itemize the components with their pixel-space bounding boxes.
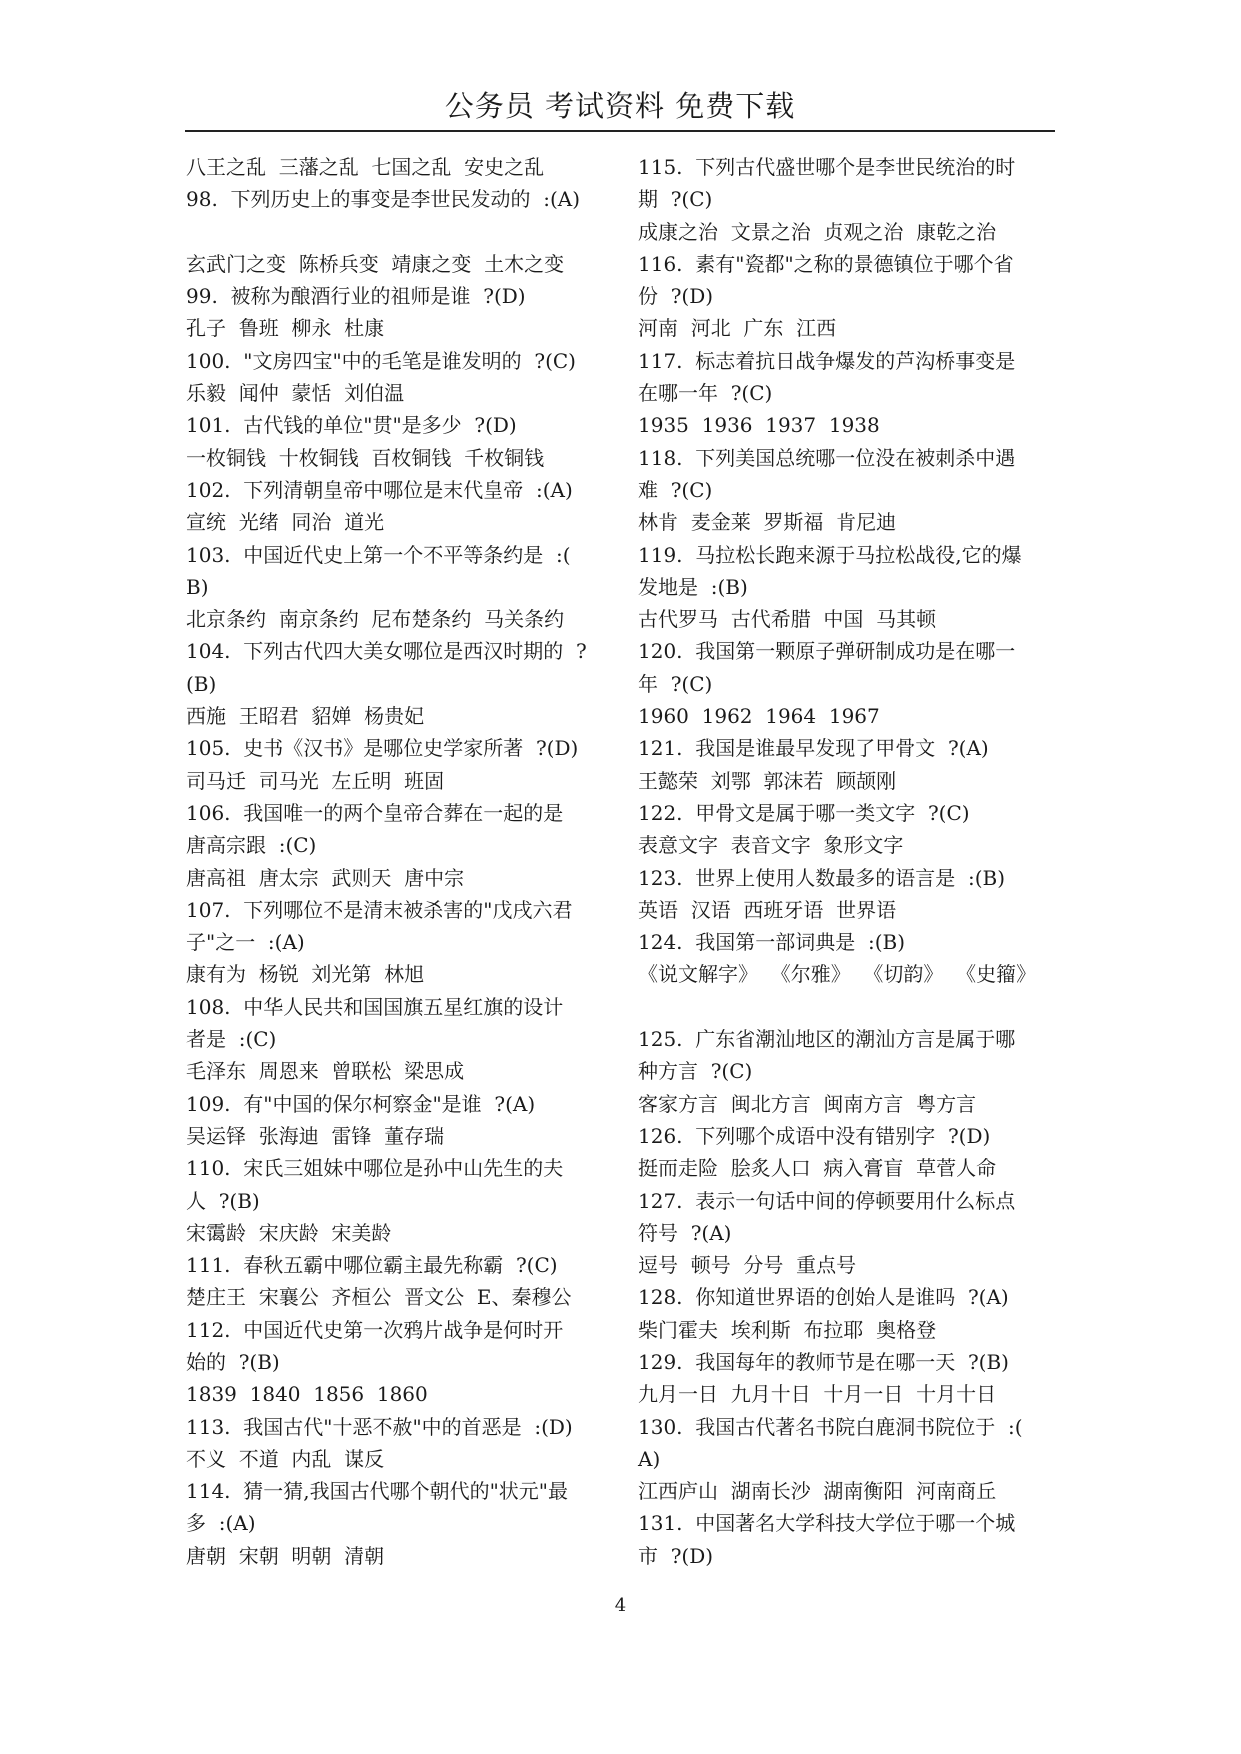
text-line: 1960 1962 1964 1967 xyxy=(638,704,880,729)
text-line: 99. 被称为酿酒行业的祖师是谁 ?(D) xyxy=(186,284,526,309)
text-line: 唐朝 宋朝 明朝 清朝 xyxy=(186,1543,385,1568)
header-divider xyxy=(185,130,1055,132)
text-line: 者是 :(C) xyxy=(186,1027,277,1052)
text-line: 113. 我国古代"十恶不赦"中的首恶是 :(D) xyxy=(186,1414,573,1439)
text-line: 109. 有"中国的保尔柯察金"是谁 ?(A) xyxy=(186,1091,536,1116)
text-line: 126. 下列哪个成语中没有错别字 ?(D) xyxy=(638,1123,991,1148)
text-line: 北京条约 南京条约 尼布楚条约 马关条约 xyxy=(186,607,565,632)
text-line: 种方言 ?(C) xyxy=(638,1059,753,1084)
text-line: 英语 汉语 西班牙语 世界语 xyxy=(638,897,897,922)
text-line: 100. "文房四宝"中的毛笔是谁发明的 ?(C) xyxy=(186,348,576,373)
left-column xyxy=(186,151,616,1572)
text-line: 102. 下列清朝皇帝中哪位是末代皇帝 :(A) xyxy=(186,477,573,502)
text-line: 111. 春秋五霸中哪位霸主最先称霸 ?(C) xyxy=(186,1253,558,1278)
text-line: 期 ?(C) xyxy=(638,187,713,212)
text-line: 楚庄王 宋襄公 齐桓公 晋文公 E、秦穆公 xyxy=(186,1285,572,1310)
text-line: 九月一日 九月十日 十月一日 十月十日 xyxy=(638,1382,997,1407)
text-line: 市 ?(D) xyxy=(638,1543,714,1568)
text-line: 101. 古代钱的单位"贯"是多少 ?(D) xyxy=(186,413,517,438)
text-line: 子"之一 :(A) xyxy=(186,930,305,955)
text-line: 125. 广东省潮汕地区的潮汕方言是属于哪 xyxy=(638,1027,1016,1052)
text-line: 108. 中华人民共和国国旗五星红旗的设计 xyxy=(186,994,564,1019)
text-line: 柴门霍夫 埃利斯 布拉耶 奥格登 xyxy=(638,1317,937,1342)
text-line: 118. 下列美国总统哪一位没在被刺杀中遇 xyxy=(638,445,1016,470)
text-line: 130. 我国古代著名书院白鹿洞书院位于 :( xyxy=(638,1414,1023,1439)
text-line: 表意文字 表音文字 象形文字 xyxy=(638,833,904,858)
text-line: 107. 下列哪位不是清末被杀害的"戊戌六君 xyxy=(186,897,573,922)
text-line: 110. 宋氏三姐妹中哪位是孙中山先生的夫 xyxy=(186,1156,564,1181)
text-line: 年 ?(C) xyxy=(638,671,713,696)
text-line: 一枚铜钱 十枚铜钱 百枚铜钱 千枚铜钱 xyxy=(186,445,545,470)
text-line: 124. 我国第一部词典是 :(B) xyxy=(638,930,906,955)
text-line: 毛泽东 周恩来 曾联松 梁思成 xyxy=(186,1059,465,1084)
text-line: 多 :(A) xyxy=(186,1511,256,1536)
text-line: 1839 1840 1856 1860 xyxy=(186,1382,428,1407)
text-line: 司马迁 司马光 左丘明 班固 xyxy=(186,768,445,793)
right-column xyxy=(638,151,1063,1572)
text-line: 古代罗马 古代希腊 中国 马其顿 xyxy=(638,607,937,632)
text-line: 103. 中国近代史上第一个不平等条约是 :( xyxy=(186,542,571,567)
text-line: 王懿荣 刘鄂 郭沫若 顾颉刚 xyxy=(638,768,897,793)
text-line: 符号 ?(A) xyxy=(638,1220,732,1245)
text-line xyxy=(638,991,1063,1023)
text-line: 始的 ?(B) xyxy=(186,1349,280,1374)
text-line: 131. 中国著名大学科技大学位于哪一个城 xyxy=(638,1511,1016,1536)
text-line: 不义 不道 内乱 谋反 xyxy=(186,1446,385,1471)
text-line: 吴运铎 张海迪 雷锋 董存瑞 xyxy=(186,1123,445,1148)
text-line: 127. 表示一句话中间的停顿要用什么标点 xyxy=(638,1188,1016,1213)
text-line: 人 ?(B) xyxy=(186,1188,260,1213)
text-line: 1935 1936 1937 1938 xyxy=(638,413,880,438)
text-line: 八王之乱 三藩之乱 七国之乱 安史之乱 xyxy=(186,155,545,179)
text-line: 宋霭龄 宋庆龄 宋美龄 xyxy=(186,1220,392,1245)
text-line: 成康之治 文景之治 贞观之治 康乾之治 xyxy=(638,219,997,244)
text-line: 份 ?(D) xyxy=(638,284,714,309)
text-line: 117. 标志着抗日战争爆发的芦沟桥事变是 xyxy=(638,348,1016,373)
text-line: 98. 下列历史上的事变是李世民发动的 :(A) xyxy=(186,187,581,212)
text-line: 河南 河北 广东 江西 xyxy=(638,316,837,341)
text-line: 难 ?(C) xyxy=(638,477,713,502)
text-line: B) xyxy=(186,574,209,599)
text-line: 唐高祖 唐太宗 武则天 唐中宗 xyxy=(186,865,465,890)
page-header-title: 公务员 考试资料 免费下载 xyxy=(444,89,796,123)
text-line: 112. 中国近代史第一次鸦片战争是何时开 xyxy=(186,1317,564,1342)
text-line: 江西庐山 湖南长沙 湖南衡阳 河南商丘 xyxy=(638,1479,997,1504)
text-line: 乐毅 闻仲 蒙恬 刘伯温 xyxy=(186,381,405,406)
text-line: 120. 我国第一颗原子弹研制成功是在哪一 xyxy=(638,639,1016,664)
text-line xyxy=(186,216,616,248)
text-line: 115. 下列古代盛世哪个是李世民统治的时 xyxy=(638,155,1016,179)
text-line: 宣统 光绪 同治 道光 xyxy=(186,510,385,535)
text-line: A) xyxy=(638,1446,661,1471)
page-number: 4 xyxy=(614,1595,627,1616)
text-line: 唐高宗跟 :(C) xyxy=(186,833,317,858)
text-line: 孔子 鲁班 柳永 杜康 xyxy=(186,316,385,341)
text-line: 康有为 杨锐 刘光第 林旭 xyxy=(186,962,425,987)
text-line: 林肯 麦金莱 罗斯福 肯尼迪 xyxy=(638,510,897,535)
text-line: 123. 世界上使用人数最多的语言是 :(B) xyxy=(638,865,1006,890)
text-line: 客家方言 闽北方言 闽南方言 粤方言 xyxy=(638,1091,977,1116)
text-line: 发地是 :(B) xyxy=(638,574,748,599)
text-line: 129. 我国每年的教师节是在哪一天 ?(B) xyxy=(638,1349,1009,1374)
text-line: 114. 猜一猜,我国古代哪个朝代的"状元"最 xyxy=(186,1479,569,1504)
text-line: 玄武门之变 陈桥兵变 靖康之变 土木之变 xyxy=(186,251,565,276)
text-line: 128. 你知道世界语的创始人是谁吗 ?(A) xyxy=(638,1285,1009,1310)
text-line: 西施 王昭君 貂婵 杨贵妃 xyxy=(186,704,425,729)
text-line: 106. 我国唯一的两个皇帝合葬在一起的是 xyxy=(186,800,564,825)
text-line: 119. 马拉松长跑来源于马拉松战役,它的爆 xyxy=(638,542,1022,567)
text-line: 逗号 顿号 分号 重点号 xyxy=(638,1253,857,1278)
text-line: 《说文解字》 《尔雅》 《切韵》 《史籀》 xyxy=(638,962,1037,987)
text-line: 104. 下列古代四大美女哪位是西汉时期的 ? xyxy=(186,639,587,664)
text-line: (B) xyxy=(186,671,217,696)
text-line: 122. 甲骨文是属于哪一类文字 ?(C) xyxy=(638,800,970,825)
text-line: 116. 素有"瓷都"之称的景德镇位于哪个省 xyxy=(638,251,1014,276)
text-line: 105. 史书《汉书》是哪位史学家所著 ?(D) xyxy=(186,736,579,761)
text-line: 在哪一年 ?(C) xyxy=(638,381,773,406)
text-line: 挺而走险 脍炙人口 病入膏盲 草菅人命 xyxy=(638,1156,997,1181)
text-line: 121. 我国是谁最早发现了甲骨文 ?(A) xyxy=(638,736,989,761)
